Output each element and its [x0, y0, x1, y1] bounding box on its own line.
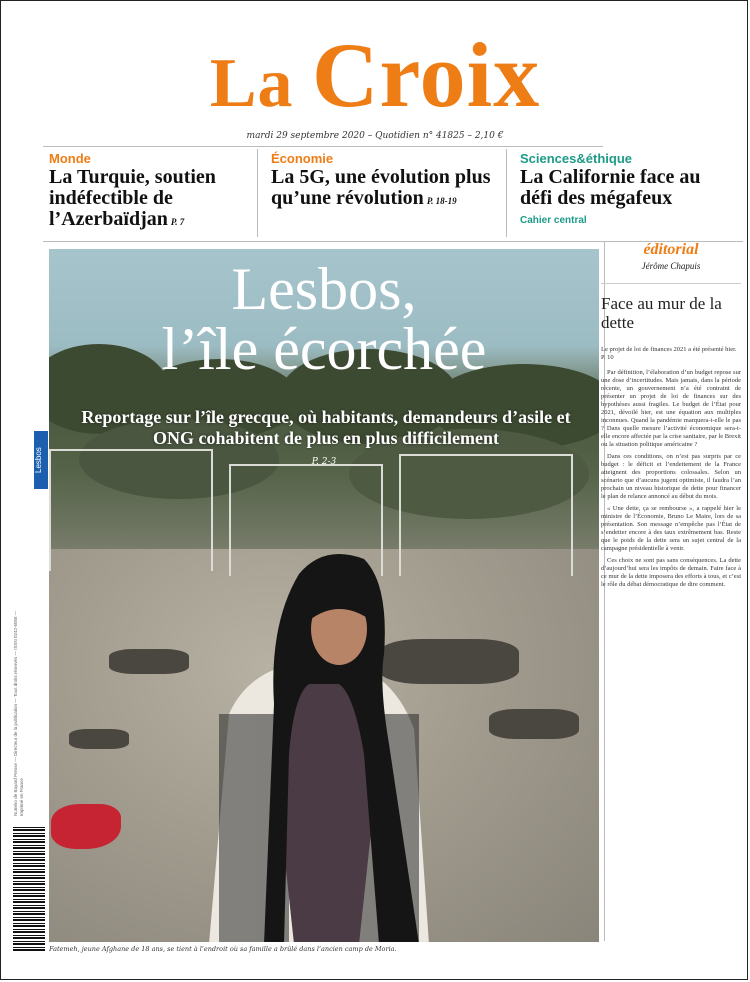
teaser-divider: [506, 149, 507, 237]
top-rule: [43, 146, 603, 147]
masthead: [1, 24, 748, 130]
editorial-paragraph: « Une dette, ça se rembourse », a rappelé hier le ministre de l’Économie, Bruno Le Maire, lors de sa présentation. Son message n’empêche pas l’État de s’endetter encore à des taux extrêmement bas. Reste que le poids de la dette sera un sujet central de la campagne présidentielle à venir.: [601, 505, 741, 552]
teaser-headline: La 5G, une évolution plus qu’une révolution P. 18-19: [271, 166, 491, 209]
section-tab: Lesbos: [34, 431, 48, 489]
barcode: [13, 826, 45, 951]
cover-title-line: l’île écorchée: [161, 316, 487, 382]
editorial-column: [601, 241, 741, 593]
editorial-paragraph: Ces choix ne sont pas sans conséquences. La dette d’aujourd’hui sera les impôts de demain. Faire face à ce mur de la dette imposera des efforts à tous, et c’est le rôle du débat démocratique de dire comment.: [601, 557, 741, 588]
cover-subtitle: Reportage sur l’île grecque, où habitants, demandeurs d’asile et ONG cohabitent de plus en plus difficilement: [81, 407, 571, 448]
teaser-divider: [257, 149, 258, 237]
editorial-intro: Le projet de loi de finances 2021 a été présenté hier. P. 10: [601, 346, 737, 361]
teaser-headline: La Californie face au défi des mégafeux: [520, 166, 701, 209]
red-fabric: [51, 804, 121, 849]
editorial-label: éditorial: [643, 241, 699, 258]
cover-title: [49, 256, 599, 382]
legal-text: Numéro de Bayard Presse — Directeur de la publication — Tous droits réservés — ISSN 0242-6056 — Imprimé en France: [13, 610, 24, 816]
cover-page-ref: P. 2-3: [311, 457, 337, 467]
editorial-title[interactable]: Face au mur de la dette: [601, 294, 722, 332]
photo-caption: Fatemeh, jeune Afghane de 18 ans, se tient à l’endroit où sa famille a brûlé dans l’ancien camp de Moria.: [49, 945, 397, 953]
newspaper-logo[interactable]: La Croix: [209, 24, 541, 126]
dateline: mardi 29 septembre 2020 – Quotidien n° 41825 – 2,10 €: [246, 131, 504, 141]
teaser-kicker: Sciences&éthique: [520, 151, 632, 166]
cover-title-line: Lesbos,: [231, 256, 417, 322]
teaser-note: Cahier central: [520, 215, 587, 226]
teaser-kicker: Économie: [271, 151, 334, 166]
editorial-paragraph: Dans ces conditions, on n’est pas surpris par ce budget : le déficit et l’endettement de la France atteignent des proportions colossales. Selon un scénario que d’aucuns jugent optimiste, il faudra l’an prochain un niveau historique de dette pour financer le plan de relance annoncé au début du mois.: [601, 453, 741, 500]
cover-photo[interactable]: [49, 249, 599, 942]
teaser-economie[interactable]: [271, 151, 501, 212]
editorial-body: [601, 369, 741, 589]
person-figure: [189, 544, 449, 942]
teaser-monde[interactable]: [49, 151, 254, 233]
teaser-headline: La Turquie, soutien indéfectible de l’Azerbaïdjan P. 7: [49, 166, 216, 230]
teaser-sciences[interactable]: [520, 151, 735, 226]
editorial-paragraph: Par définition, l’élaboration d’un budget repose sur une dose d’incertitudes. Mais jamais, dans la période récente, un gouvernement n’a été contraint de présenter un projet de loi de finances sur des hypothèses aussi fragiles. Le budget de l’État pour 2021, dévoilé hier, est une équation aux multiples inconnues. Quand la pandémie marquera-t-elle le pas ? Dans quelle mesure l’activité économique sera-t-elle encore affectée par la crise sanitaire, par le Brexit ou la situation politique américaine ?: [601, 369, 741, 448]
editorial-author: Jérôme Chapuis: [641, 261, 701, 271]
teaser-kicker: Monde: [49, 151, 91, 166]
editorial-rule: [601, 283, 741, 284]
